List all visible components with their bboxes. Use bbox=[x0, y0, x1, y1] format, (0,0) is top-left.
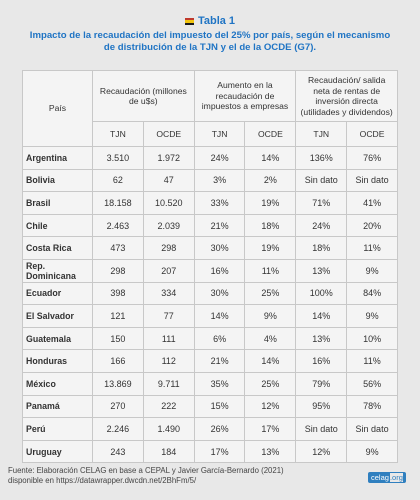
value-cell: 6% bbox=[194, 327, 245, 350]
value-cell: 222 bbox=[143, 395, 194, 418]
value-cell: 14% bbox=[245, 350, 296, 373]
value-cell: 79% bbox=[296, 372, 347, 395]
value-cell: 21% bbox=[194, 214, 245, 237]
table-row bbox=[23, 327, 398, 350]
value-cell: 18% bbox=[296, 237, 347, 260]
subtitle-line-2: de distribución de la TJN y el de la OCDE (G7). bbox=[103, 42, 317, 53]
value-cell: 2.039 bbox=[143, 214, 194, 237]
value-cell: 25% bbox=[245, 282, 296, 305]
value-cell: 14% bbox=[194, 305, 245, 328]
table-row bbox=[23, 395, 398, 418]
value-cell: 121 bbox=[93, 305, 144, 328]
value-cell: 16% bbox=[194, 259, 245, 282]
group-header-aumento: Aumento en la recaudación de impuestos a empresas bbox=[194, 71, 296, 122]
country-cell: Perú bbox=[23, 418, 93, 441]
subtitle-line-1: Impacto de la recaudación del impuesto del 25% por país, según el mecanismo bbox=[29, 30, 391, 41]
value-cell: 136% bbox=[296, 147, 347, 170]
value-cell: 35% bbox=[194, 372, 245, 395]
value-cell: 18.158 bbox=[93, 192, 144, 215]
value-cell: 100% bbox=[296, 282, 347, 305]
country-cell: El Salvador bbox=[23, 305, 93, 328]
value-cell: 10% bbox=[347, 327, 398, 350]
subheader-tjn: TJN bbox=[93, 122, 144, 147]
value-cell: 11% bbox=[245, 259, 296, 282]
value-cell: 30% bbox=[194, 237, 245, 260]
value-cell: 62 bbox=[93, 169, 144, 192]
table-row bbox=[23, 282, 398, 305]
value-cell: Sin dato bbox=[347, 418, 398, 441]
value-cell: 47 bbox=[143, 169, 194, 192]
value-cell: 9.711 bbox=[143, 372, 194, 395]
subheader-ocde: OCDE bbox=[143, 122, 194, 147]
table-row bbox=[23, 418, 398, 441]
data-table bbox=[22, 70, 398, 463]
value-cell: 9% bbox=[347, 259, 398, 282]
value-cell: 14% bbox=[296, 305, 347, 328]
value-cell: 19% bbox=[245, 192, 296, 215]
logo-name: celag bbox=[371, 473, 389, 482]
table-row bbox=[23, 259, 398, 282]
value-cell: 30% bbox=[194, 282, 245, 305]
value-cell: 334 bbox=[143, 282, 194, 305]
value-cell: 1.972 bbox=[143, 147, 194, 170]
country-cell: Bolivia bbox=[23, 169, 93, 192]
value-cell: 3.510 bbox=[93, 147, 144, 170]
table-row bbox=[23, 192, 398, 215]
value-cell: 33% bbox=[194, 192, 245, 215]
value-cell: 11% bbox=[347, 350, 398, 373]
value-cell: 10.520 bbox=[143, 192, 194, 215]
value-cell: 56% bbox=[347, 372, 398, 395]
value-cell: 13% bbox=[296, 259, 347, 282]
source-line-2: disponible en https://datawrapper.dwcdn.net/2BhFm/5/ bbox=[8, 476, 197, 485]
value-cell: 3% bbox=[194, 169, 245, 192]
value-cell: 19% bbox=[245, 237, 296, 260]
table-row bbox=[23, 350, 398, 373]
value-cell: 11% bbox=[347, 237, 398, 260]
value-cell: 473 bbox=[93, 237, 144, 260]
value-cell: 84% bbox=[347, 282, 398, 305]
value-cell: 24% bbox=[296, 214, 347, 237]
source-note bbox=[8, 466, 338, 486]
value-cell: 111 bbox=[143, 327, 194, 350]
page-title: Tabla 1 bbox=[197, 15, 236, 27]
value-cell: 13% bbox=[245, 440, 296, 463]
value-cell: 112 bbox=[143, 350, 194, 373]
country-cell: Ecuador bbox=[23, 282, 93, 305]
value-cell: 41% bbox=[347, 192, 398, 215]
country-cell: Costa Rica bbox=[23, 237, 93, 260]
value-cell: 398 bbox=[93, 282, 144, 305]
value-cell: 17% bbox=[194, 440, 245, 463]
table-row bbox=[23, 147, 398, 170]
table-body bbox=[23, 147, 398, 463]
table-row bbox=[23, 237, 398, 260]
value-cell: 21% bbox=[194, 350, 245, 373]
value-cell: 4% bbox=[245, 327, 296, 350]
value-cell: 166 bbox=[93, 350, 144, 373]
value-cell: 298 bbox=[93, 259, 144, 282]
header bbox=[0, 0, 420, 64]
value-cell: 298 bbox=[143, 237, 194, 260]
group-header-ratio: Recaudación/ salida neta de rentas de inversión directa (utilidades y dividendos) bbox=[296, 71, 398, 122]
value-cell: 9% bbox=[347, 305, 398, 328]
value-cell: 243 bbox=[93, 440, 144, 463]
value-cell: 25% bbox=[245, 372, 296, 395]
value-cell: 26% bbox=[194, 418, 245, 441]
country-cell: Argentina bbox=[23, 147, 93, 170]
value-cell: 207 bbox=[143, 259, 194, 282]
value-cell: 15% bbox=[194, 395, 245, 418]
value-cell: 13% bbox=[296, 327, 347, 350]
value-cell: 2.463 bbox=[93, 214, 144, 237]
value-cell: 12% bbox=[245, 395, 296, 418]
value-cell: 20% bbox=[347, 214, 398, 237]
country-cell: Uruguay bbox=[23, 440, 93, 463]
country-cell: México bbox=[23, 372, 93, 395]
value-cell: 12% bbox=[296, 440, 347, 463]
country-cell: Guatemala bbox=[23, 327, 93, 350]
table-row bbox=[23, 214, 398, 237]
subheader-tjn: TJN bbox=[296, 122, 347, 147]
value-cell: 2% bbox=[245, 169, 296, 192]
value-cell: 150 bbox=[93, 327, 144, 350]
value-cell: 95% bbox=[296, 395, 347, 418]
country-cell: Chile bbox=[23, 214, 93, 237]
value-cell: 71% bbox=[296, 192, 347, 215]
country-cell: Panamá bbox=[23, 395, 93, 418]
table-row bbox=[23, 305, 398, 328]
table-row bbox=[23, 440, 398, 463]
source-line-1: Fuente: Elaboración CELAG en base a CEPAL y Javier García-Bernardo (2021) bbox=[8, 466, 284, 475]
subheader-ocde: OCDE bbox=[245, 122, 296, 147]
value-cell: 78% bbox=[347, 395, 398, 418]
value-cell: 16% bbox=[296, 350, 347, 373]
table-row bbox=[23, 372, 398, 395]
value-cell: Sin dato bbox=[296, 418, 347, 441]
value-cell: 76% bbox=[347, 147, 398, 170]
value-cell: 1.490 bbox=[143, 418, 194, 441]
subheader-ocde: OCDE bbox=[347, 122, 398, 147]
value-cell: 9% bbox=[245, 305, 296, 328]
value-cell: 17% bbox=[245, 418, 296, 441]
value-cell: 24% bbox=[194, 147, 245, 170]
flag-icon bbox=[185, 18, 194, 25]
value-cell: 270 bbox=[93, 395, 144, 418]
value-cell: 13.869 bbox=[93, 372, 144, 395]
celag-logo bbox=[368, 472, 406, 483]
value-cell: 18% bbox=[245, 214, 296, 237]
value-cell: 2.246 bbox=[93, 418, 144, 441]
table-row bbox=[23, 169, 398, 192]
title-row bbox=[0, 15, 420, 27]
value-cell: Sin dato bbox=[296, 169, 347, 192]
country-cell: Honduras bbox=[23, 350, 93, 373]
value-cell: Sin dato bbox=[347, 169, 398, 192]
subheader-tjn: TJN bbox=[194, 122, 245, 147]
subtitle bbox=[0, 30, 420, 54]
country-header: País bbox=[23, 71, 93, 147]
value-cell: 14% bbox=[245, 147, 296, 170]
value-cell: 77 bbox=[143, 305, 194, 328]
value-cell: 9% bbox=[347, 440, 398, 463]
country-cell: Brasil bbox=[23, 192, 93, 215]
country-cell: Rep. Dominicana bbox=[23, 259, 93, 282]
logo-suffix: .org bbox=[389, 473, 403, 482]
group-header-recaudacion: Recaudación (millones de u$s) bbox=[93, 71, 195, 122]
value-cell: 184 bbox=[143, 440, 194, 463]
